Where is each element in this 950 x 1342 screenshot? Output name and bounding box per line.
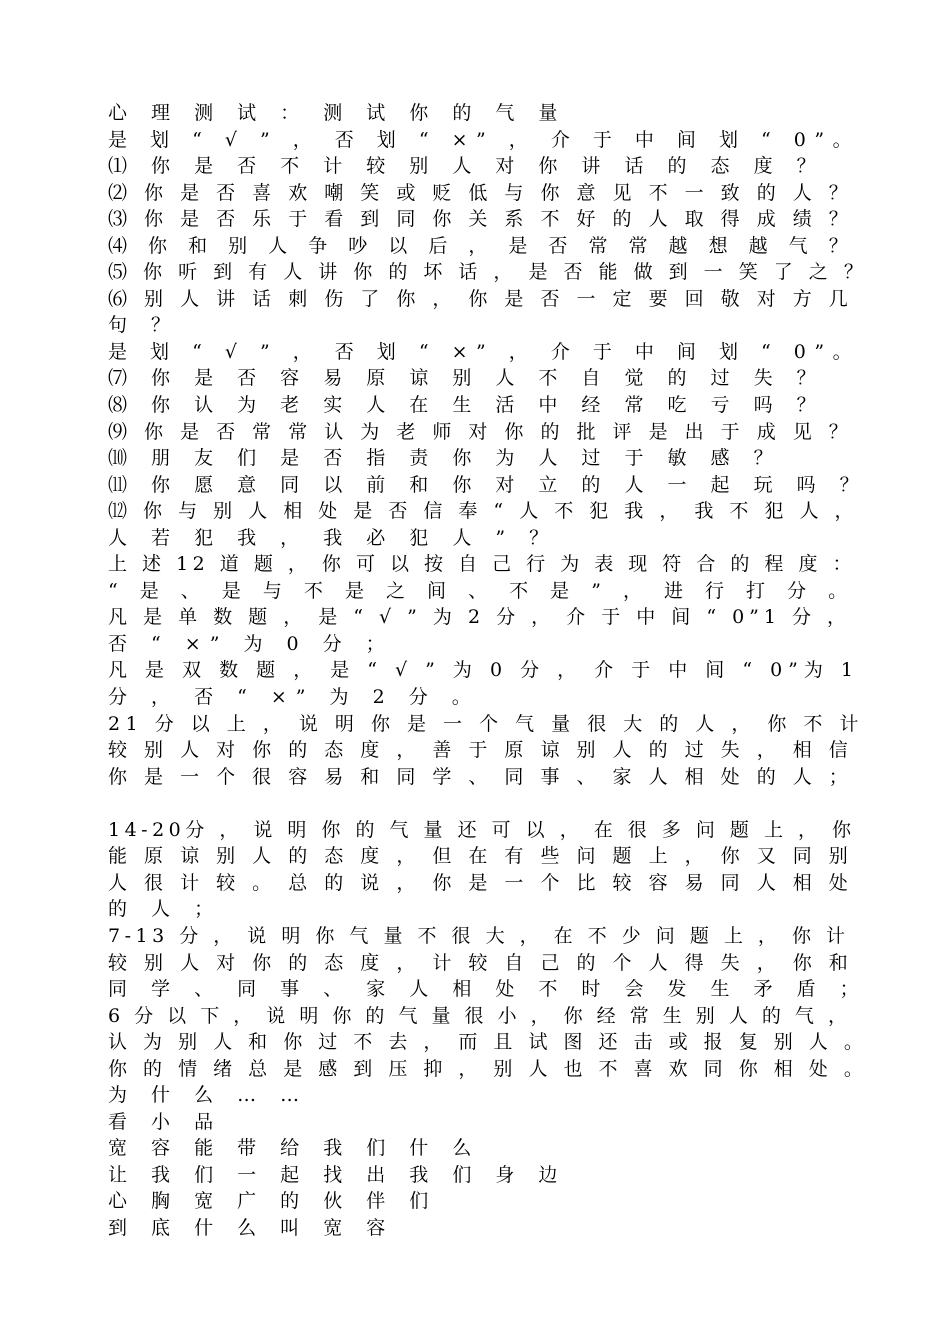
text-line: 宽 容 能 带 给 我 们 什 么 xyxy=(108,1137,481,1160)
text-line: 的 人 ； xyxy=(108,898,223,921)
text-line: “ 是 、 是 与 不 是 之 间 、 不 是 ” ， 进 行 打 分 。 xyxy=(108,579,856,602)
text-line: ⑵ 你 是 否 喜 欢 嘲 笑 或 贬 低 与 你 意 见 不 一 致 的 人 ？ xyxy=(108,181,854,204)
text-line: 能 原 谅 别 人 的 态 度 ， 但 在 有 些 问 题 上 ， 你 又 同 别 xyxy=(108,845,854,868)
text-line: 分 ， 否 “ ×” 为 2 分 。 xyxy=(108,686,480,709)
text-line: ⑿ 你 与 别 人 相 处 是 否 信 奉 “ 人 不 犯 我 ， 我 不 犯 人 ， xyxy=(108,500,859,523)
text-line: 你 的 情 绪 总 是 感 到 压 抑 ， 别 人 也 不 喜 欢 同 你 相 处 。 xyxy=(108,1057,868,1080)
text-line: 6 分 以 下 ， 说 明 你 的 气 量 很 小 ， 你 经 常 生 别 人 的 气 ， xyxy=(108,1004,851,1027)
text-line: ⑷ 你 和 别 人 争 吵 以 后 ， 是 否 常 常 越 想 越 气 ？ xyxy=(108,234,856,257)
text-line: 较 别 人 对 你 的 态 度 ， 计 较 自 己 的 个 人 得 失 ， 你 和 xyxy=(108,951,854,974)
text-line: 凡 是 双 数 题 ， 是 “ √ ” 为 0 分 ， 介 于 中 间 “ 0”为 1 xyxy=(108,659,860,682)
text-line: ⑴ 你 是 否 不 计 较 别 人 对 你 讲 话 的 态 度 ？ xyxy=(108,155,825,178)
text-line: ⑼ 你 是 否 常 常 认 为 老 师 对 你 的 批 评 是 出 于 成 见 ？ xyxy=(108,420,854,443)
text-line: ⑾ 你 愿 意 同 以 前 和 你 对 立 的 人 一 起 玩 吗 ？ xyxy=(108,473,868,496)
text-line: 看 小 品 xyxy=(108,1110,223,1133)
text-line: 句 ？ xyxy=(108,314,180,337)
text-line: ⑺ 你 是 否 容 易 原 谅 别 人 不 自 觉 的 过 失 ？ xyxy=(108,367,825,390)
text-line: 让 我 们 一 起 找 出 我 们 身 边 xyxy=(108,1163,567,1186)
text-line: 21 分 以 上 ， 说 明 你 是 一 个 气 量 很 大 的 人 ， 你 不 计 xyxy=(108,712,864,735)
text-line: 你 是 一 个 很 容 易 和 同 学 、 同 事 、 家 人 相 处 的 人 ； xyxy=(108,765,854,788)
text-line: 是 划 “ √ ” ， 否 划 “ ×” ， 介 于 中 间 划 “ 0”。 xyxy=(108,340,861,363)
text-line: 人 若 犯 我 ， 我 必 犯 人 ” ？ xyxy=(108,526,558,549)
text-line: 为 什 么 … … xyxy=(108,1084,309,1107)
text-line: 认 为 别 人 和 你 过 不 去 ， 而 且 试 图 还 击 或 报 复 别 人 。 xyxy=(108,1031,868,1054)
text-line: 心 胸 宽 广 的 伙 伴 们 xyxy=(108,1190,438,1213)
document-page xyxy=(108,100,868,1242)
text-line: 心 理 测 试 ： 测 试 你 的 气 量 xyxy=(108,102,567,124)
text-line: 14-20分 ， 说 明 你 的 气 量 还 可 以 ， 在 很 多 问 题 上 ， 你 xyxy=(108,818,856,841)
text-line: 到 底 什 么 叫 宽 容 xyxy=(108,1216,395,1239)
blank-line xyxy=(108,790,868,817)
text-line: ⑸ 你 听 到 有 人 讲 你 的 坏 话 ， 是 否 能 做 到 一 笑 了 之 ？ xyxy=(108,261,868,284)
text-line: 是 划 “ √ ” ， 否 划 “ ×” ， 介 于 中 间 划 “ 0”。 xyxy=(108,128,861,151)
text-line: ⑹ 别 人 讲 话 刺 伤 了 你 ， 你 是 否 一 定 要 回 敬 对 方 几 xyxy=(108,287,854,310)
text-line: 同 学 、 同 事 、 家 人 相 处 不 时 会 发 生 矛 盾 ； xyxy=(108,978,868,1001)
text-line: 7-13 分 ， 说 明 你 气 量 不 很 大 ， 在 不 少 问 题 上 ， 你 计 xyxy=(108,924,850,947)
text-line: 否 “ ×” 为 0 分 ； xyxy=(108,632,394,655)
text-line: 上 述 12 道 题 ， 你 可 以 按 自 己 行 为 表 现 符 合 的 程 度 ： xyxy=(108,553,857,576)
text-line: ⑻ 你 认 为 老 实 人 在 生 活 中 经 常 吃 亏 吗 ？ xyxy=(108,394,825,417)
text-line: ⑶ 你 是 否 乐 于 看 到 同 你 关 系 不 好 的 人 取 得 成 绩 ？ xyxy=(108,208,854,231)
text-line: 较 别 人 对 你 的 态 度 ， 善 于 原 谅 别 人 的 过 失 ， 相 信 xyxy=(108,739,854,762)
text-line: 凡 是 单 数 题 ， 是 “ √ ” 为 2 分 ， 介 于 中 间 “ 0”1 分 ， xyxy=(108,606,852,629)
text-line: ⑽ 朋 友 们 是 否 指 责 你 为 人 过 于 敏 感 ？ xyxy=(108,447,782,470)
text-line: 人 很 计 较 。 总 的 说 ， 你 是 一 个 比 较 容 易 同 人 相 处 xyxy=(108,871,854,894)
